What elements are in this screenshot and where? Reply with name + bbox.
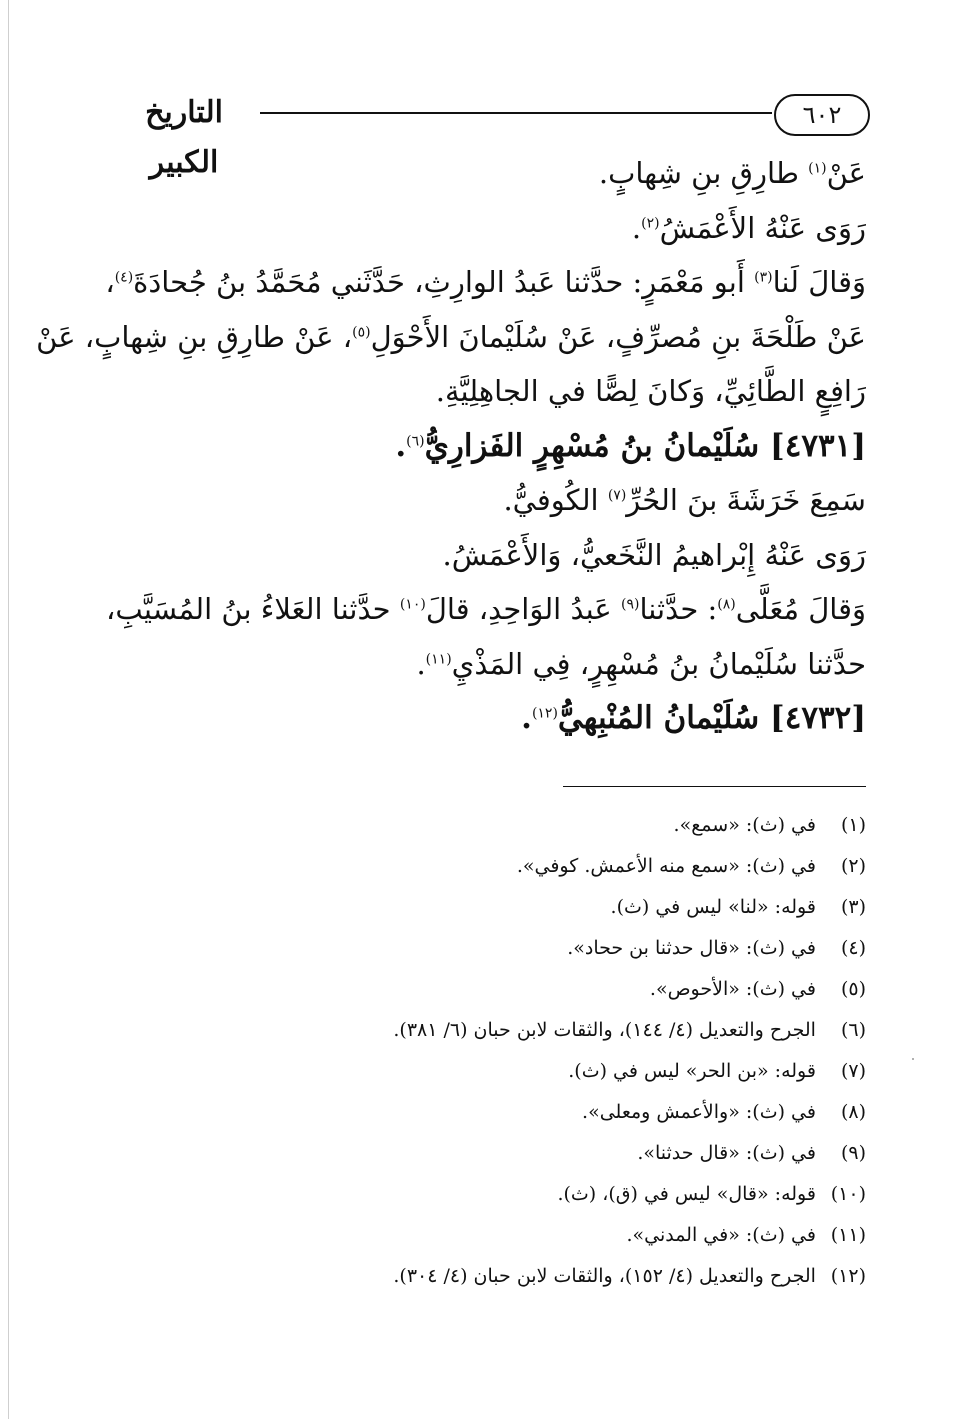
text-span: أَبو مَعْمَرٍ: حدَّثنا عَبدُ الوارِثِ، حَدَّثَني مُحَمَّدُ بنُ جُحادَةَ: [133, 265, 755, 299]
text-span: عَبدُ الوَاحِدِ، قالَ: [425, 592, 621, 626]
footnote-marker: (٢): [641, 214, 660, 231]
text-line: [110, 528, 866, 583]
footnote-number: (٢): [840, 855, 866, 877]
text-line: [110, 364, 866, 419]
main-text: [36, 146, 866, 746]
footnote-item: [110, 1092, 866, 1133]
footnote-text: في (ث): «سمع».: [673, 814, 822, 836]
entry-heading: .: [395, 427, 407, 464]
page-number: ٦٠٢: [774, 94, 870, 136]
footnote-text: في (ث): «قال حدثنا بن ححاد».: [567, 937, 822, 959]
footnote-number: (٤): [840, 937, 866, 959]
text-span: وَقالَ لَنا: [772, 265, 866, 299]
text-span: عَنْ: [826, 156, 866, 190]
footnote-text: في (ث): «الأحوص».: [649, 978, 822, 1000]
footnote-marker: (٣): [754, 269, 773, 286]
text-span: عَنْ طَلْحَةَ بنِ مُصرِّفٍ، عَنْ سُلَيْمانَ الأَحْوَلِ: [370, 319, 866, 354]
footnote-item: [110, 1215, 866, 1256]
footnote-text: قوله: «بن الحر» ليس في (ث).: [568, 1060, 822, 1082]
footnote-text: في (ث): «سمع منه الأعمش. كوفي».: [516, 855, 822, 877]
footnote-marker: (١): [808, 160, 827, 177]
text-line: [110, 419, 866, 474]
footnotes: [110, 805, 866, 1297]
footnote-number: (١): [840, 814, 866, 836]
text-span: .: [631, 210, 642, 245]
footnote-text: قوله: «لنا» ليس في (ث).: [610, 896, 822, 918]
footnote-number: (٦): [840, 1019, 866, 1041]
text-line: [110, 473, 866, 528]
text-span: وَقالَ مُعَلَّى: [735, 592, 866, 626]
footnote-number: (٩): [840, 1142, 866, 1164]
text-span: الكُوفيُّ.: [503, 483, 608, 517]
footnote-item: [110, 887, 866, 928]
text-line: [106, 582, 866, 637]
footnote-item: [110, 846, 866, 887]
footnote-item: [110, 1174, 866, 1215]
footnote-number: (٨): [840, 1101, 866, 1123]
footnote-item: [110, 1133, 866, 1174]
footnote-number: (٥): [840, 978, 866, 1000]
footnote-text: في (ث): «والأعمش ومعلى».: [582, 1101, 822, 1123]
text-span: سَمِعَ خَرَشَةَ بنَ الحُرِّ: [626, 483, 866, 517]
footnote-marker: (٥): [352, 323, 371, 340]
text-span: حدَّثنا سُلَيْمانُ بنُ مُسْهِرٍ، فِي المَذْيِ: [451, 646, 866, 681]
footnote-marker: (١٢): [531, 705, 558, 722]
text-span: رَوَى عَنْهُ إِبْراهيمُ النَّخَعيُّ، وَالأَعْمَشُ.: [442, 537, 866, 572]
footnote-item: [110, 969, 866, 1010]
footnote-text: الجرح والتعديل (٤/ ١٥٢)، والثقات لابن حبان (٤/ ٣٠٤).: [393, 1265, 822, 1287]
footnote-marker: (١٠): [399, 596, 426, 613]
footnote-marker: (٨): [717, 596, 736, 613]
entry-heading: .: [521, 700, 532, 736]
entry-heading: [٤٧٣١] سُلَيْمانُ بنُ مُسْهِرٍ الفَزارِيُّ: [424, 427, 866, 464]
footnote-separator: [563, 786, 866, 787]
page-edge-line: [8, 0, 9, 1419]
book-title: التاريخ الكبير: [145, 95, 223, 180]
footnote-item: [110, 1256, 866, 1297]
text-line: [110, 201, 866, 256]
text-line: [110, 637, 866, 692]
text-line: [105, 255, 866, 310]
header-rule: [260, 112, 772, 114]
footnote-text: في (ث): «في المدني».: [626, 1224, 822, 1246]
footnote-marker: (٧): [607, 487, 627, 504]
footnote-number: (١٠): [830, 1183, 866, 1205]
text-span: حدَّثنا العَلاءُ بنُ المُسَيَّبِ،: [106, 592, 400, 626]
text-span: ،: [105, 265, 115, 299]
text-span: رَافِعٍ الطَّائِيِّ، وَكانَ لِصًّا في الجاهِلِيَّةِ.: [435, 374, 866, 408]
text-span: طارِقِ بنِ شِهابٍ.: [598, 156, 809, 190]
footnote-number: (٣): [840, 896, 866, 918]
footnote-marker: (١١): [425, 650, 452, 667]
footnote-text: في (ث): «قال حدثنا».: [637, 1142, 822, 1164]
footnote-marker: (٤): [114, 269, 134, 286]
footnote-item: [110, 1051, 866, 1092]
footnote-number: (١١): [830, 1224, 866, 1246]
footnote-marker: (٩): [620, 596, 640, 613]
entry-heading: [٤٧٣٢] سُلَيْمانُ المُنْبِهيُّ: [557, 700, 866, 736]
scan-speck: [912, 1058, 914, 1060]
footnote-text: الجرح والتعديل (٤/ ١٤٤)، والثقات لابن حبان (٦/ ٣٨١).: [393, 1019, 822, 1041]
text-span: : حدَّثنا: [639, 592, 718, 626]
text-line: [110, 691, 866, 746]
text-span: ، عَنْ طارِقِ بنِ شِهابٍ، عَنْ: [36, 319, 353, 354]
footnote-item: [110, 805, 866, 846]
text-span: رَوَى عَنْهُ الأَعْمَشُ: [659, 210, 866, 245]
text-span: .: [416, 646, 426, 681]
footnote-number: (٧): [840, 1060, 866, 1082]
footnote-item: [110, 928, 866, 969]
footnote-number: (١٢): [830, 1265, 866, 1287]
footnote-marker: (٦): [406, 432, 425, 449]
text-line: [36, 310, 866, 365]
footnote-text: قوله: «قال» ليس في (ق)، (ث).: [557, 1183, 822, 1205]
footnote-item: [110, 1010, 866, 1051]
text-line: [110, 146, 866, 201]
